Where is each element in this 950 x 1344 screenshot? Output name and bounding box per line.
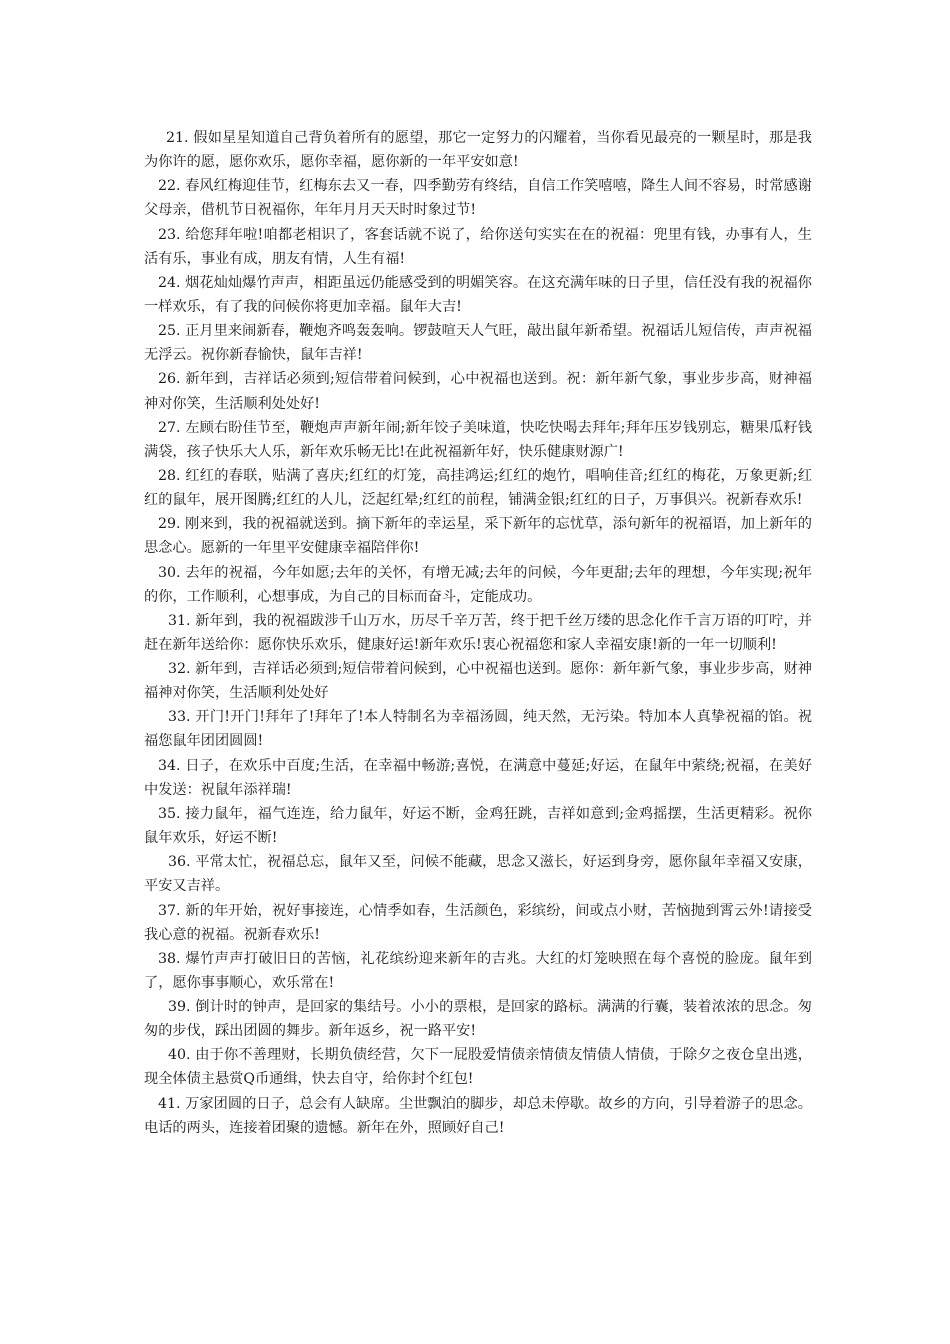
paragraph-number: 30.	[158, 564, 181, 581]
paragraph-text: 爆竹声声打破旧日的苦恼，礼花缤纷迎来新年的吉兆。大红的灯笼映照在每个喜悦的脸庞。鼠年到了，愿你事事顺心，欢乐常在!	[144, 950, 812, 991]
paragraph-27	[144, 416, 812, 464]
paragraph-number: 24.	[158, 274, 181, 291]
paragraph-number: 26.	[158, 371, 181, 388]
paragraph-number: 25.	[158, 323, 181, 340]
paragraph-35	[144, 802, 812, 850]
paragraph-39	[144, 995, 812, 1043]
paragraph-text: 去年的祝福，今年如愿;去年的关怀，有增无减;去年的问候，今年更甜;去年的理想，今年实现;祝年的你，工作顺利，心想事成，为自己的目标而奋斗，定能成功。	[144, 564, 813, 605]
paragraph-30	[144, 561, 812, 609]
paragraph-number: 23.	[158, 226, 181, 243]
paragraph-text: 平常太忙，祝福总忘，鼠年又至，问候不能藏，思念又滋长，好运到身旁，愿你鼠年幸福又安康，平安又吉祥。	[144, 854, 812, 895]
paragraph-number: 41.	[158, 1095, 181, 1112]
paragraph-22	[144, 174, 812, 222]
paragraph-text: 日子，在欢乐中百度;生活，在幸福中畅游;喜悦，在满意中蔓延;好运，在鼠年中萦绕;祝福，在美好中发送：祝鼠年添祥瑞!	[144, 757, 813, 798]
paragraph-number: 36.	[168, 854, 191, 871]
paragraph-33	[144, 705, 812, 753]
paragraph-text: 春风红梅迎佳节，红梅东去又一春，四季勤劳有终结，自信工作笑嘻嘻，降生人间不容易，时常感谢父母亲，借机节日祝福你，年年月月天天时时象过节!	[144, 178, 812, 219]
paragraph-37	[144, 899, 812, 947]
paragraph-number: 31.	[168, 612, 191, 629]
paragraph-36	[144, 850, 812, 898]
paragraph-text: 左顾右盼佳节至，鞭炮声声新年闹;新年饺子美味道，快吃快喝去拜年;拜年压岁钱别忘，糖果瓜籽钱满袋，孩子快乐大人乐，新年欢乐畅无比!在此祝福新年好，快乐健康财源广!	[144, 419, 812, 460]
paragraph-23	[144, 223, 812, 271]
paragraph-text: 倒计时的钟声，是回家的集结号。小小的票根，是回家的路标。满满的行囊，装着浓浓的思念。匆匆的步伐，踩出团圆的舞步。新年返乡，祝一路平安!	[144, 999, 812, 1040]
paragraph-text: 万家团圆的日子，总会有人缺席。尘世飘泊的脚步，却总未停歇。故乡的方向，引导着游子的思念。电话的两头，连接着团聚的遗憾。新年在外，照顾好自己!	[144, 1095, 812, 1136]
paragraph-text: 新的年开始，祝好事接连，心情季如春，生活颜色，彩缤纷，间或点小财，苦恼抛到霄云外!请接受我心意的祝福。祝新春欢乐!	[144, 902, 812, 943]
paragraph-text: 新年到，吉祥话必须到;短信带着问候到，心中祝福也送到。愿你：新年新气象，事业步步高，财神福神对你笑，生活顺利处处好	[144, 661, 812, 702]
paragraph-number: 34.	[158, 757, 181, 774]
paragraph-text: 开门!开门!拜年了!拜年了!本人特制名为幸福汤圆，纯天然，无污染。特加本人真挚祝福的馅。祝福您鼠年团团圆圆!	[144, 709, 813, 750]
paragraph-number: 33.	[168, 709, 191, 726]
paragraph-number: 35.	[158, 805, 181, 822]
paragraph-21	[144, 126, 812, 174]
paragraph-text: 烟花灿灿爆竹声声，相距虽远仍能感受到的明媚笑容。在这充满年味的日子里，信任没有我的祝福你一样欢乐，有了我的问候你将更加幸福。鼠年大吉!	[144, 274, 812, 315]
paragraph-text: 假如星星知道自己背负着所有的愿望，那它一定努力的闪耀着，当你看见最亮的一颗星时，那是我为你许的愿，愿你欢乐，愿你幸福，愿你新的一年平安如意!	[144, 130, 812, 171]
paragraph-text: 红红的春联，贴满了喜庆;红红的灯笼，高挂鸿运;红红的炮竹，唱响佳音;红红的梅花，万象更新;红红的鼠年，展开图腾;红红的人儿，泛起红晕;红红的前程，铺满金银;红红的日子，万事俱兴。祝新春欢乐!	[144, 467, 813, 509]
paragraph-41	[144, 1092, 812, 1140]
paragraph-29	[144, 512, 812, 560]
paragraph-number: 21.	[166, 130, 189, 146]
paragraph-number: 22.	[158, 178, 181, 195]
paragraph-28	[144, 464, 812, 512]
paragraph-number: 27.	[158, 419, 181, 436]
paragraph-number: 29.	[158, 516, 181, 533]
paragraph-number: 28.	[158, 467, 181, 484]
paragraph-38	[144, 947, 812, 995]
paragraph-34	[144, 754, 812, 802]
paragraph-number: 40.	[168, 1047, 191, 1064]
paragraph-25	[144, 319, 812, 367]
paragraph-24	[144, 271, 812, 319]
paragraph-text: 由于你不善理财，长期负债经营，欠下一屁股爱情债亲情债友情债人情债，于除夕之夜仓皇出逃，现全体债主悬赏Q币通缉，快去自守，给你封个红包!	[144, 1047, 812, 1088]
paragraph-text: 正月里来闹新春，鞭炮齐鸣轰轰响。锣鼓喧天人气旺，敲出鼠年新希望。祝福话儿短信传，声声祝福无浮云。祝你新春愉快，鼠年吉祥!	[144, 323, 812, 364]
paragraph-text: 新年到，我的祝福跋涉千山万水，历尽千辛万苦，终于把千丝万缕的思念化作千言万语的叮咛，并赶在新年送给你：愿你快乐欢乐，健康好运!新年欢乐!衷心祝福您和家人幸福安康!新的一年一切顺利!	[144, 612, 812, 653]
paragraph-number: 37.	[158, 902, 181, 919]
paragraph-text: 接力鼠年，福气连连，给力鼠年，好运不断，金鸡狂跳，吉祥如意到;金鸡摇摆，生活更精彩。祝你鼠年欢乐，好运不断!	[144, 805, 812, 847]
paragraph-number: 38.	[158, 950, 181, 967]
paragraph-number: 32.	[168, 661, 191, 678]
paragraph-text: 刚来到，我的祝福就送到。摘下新年的幸运星，采下新年的忘忧草，添句新年的祝福语，加上新年的思念心。愿新的一年里平安健康幸福陪伴你!	[144, 516, 812, 557]
paragraph-text: 新年到，吉祥话必须到;短信带着问候到，心中祝福也送到。祝：新年新气象，事业步步高，财神福神对你笑，生活顺利处处好!	[144, 371, 812, 412]
paragraph-text: 给您拜年啦!咱都老相识了，客套话就不说了，给你送句实实在在的祝福：兜里有钱，办事有人，生活有乐，事业有成，朋友有情，人生有福!	[144, 226, 812, 267]
paragraph-number: 39.	[168, 999, 191, 1016]
document-page	[144, 126, 812, 1140]
paragraph-32	[144, 657, 812, 705]
paragraph-40	[144, 1043, 812, 1091]
paragraph-26	[144, 367, 812, 415]
paragraph-31	[144, 609, 812, 657]
